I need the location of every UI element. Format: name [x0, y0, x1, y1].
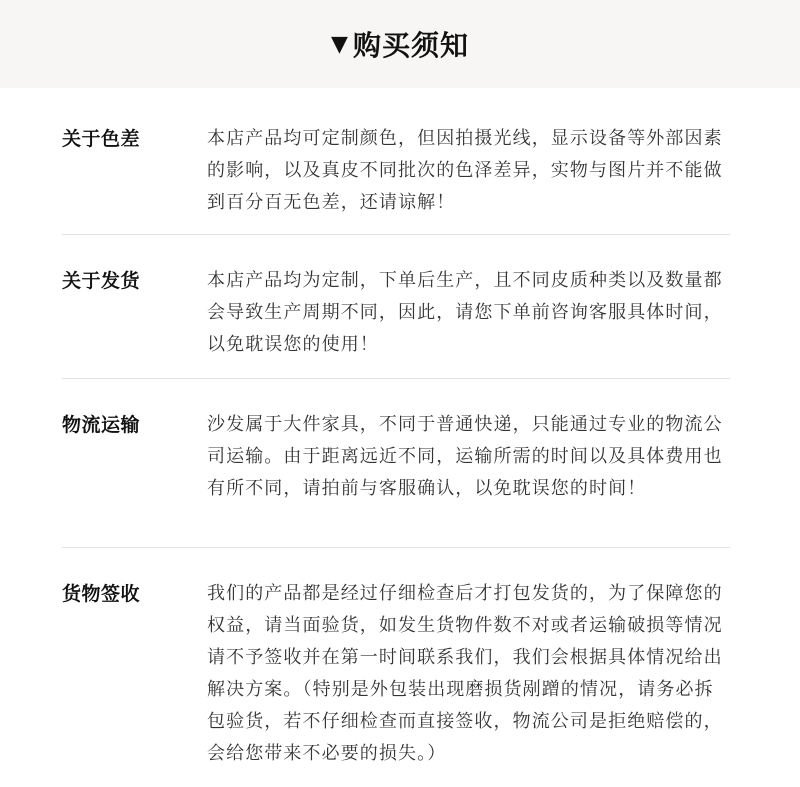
triangle-down-icon: ▼: [331, 31, 349, 57]
page-title-text: 购买须知: [352, 29, 469, 62]
section-label: 关于发货: [62, 270, 141, 292]
section-receipt: [0, 548, 800, 770]
notice-sections: [0, 88, 800, 770]
section-logistics: [0, 379, 800, 547]
section-color-difference: [0, 88, 800, 234]
section-text: 沙发属于大件家具，不同于普通快递，只能通过专业的物流公司运输。由于距离远近不同，运输所需的时间以及具体费用也有所不同，请拍前与客服确认，以免耽误您的时间！: [207, 414, 723, 499]
section-label: 关于色差: [62, 128, 141, 150]
section-text: 本店产品均可定制颜色，但因拍摄光线，显示设备等外部因素的影响，以及真皮不同批次的色泽差异，实物与图片并不能做到百分百无色差，还请谅解！: [207, 128, 723, 213]
section-shipping: [0, 235, 800, 378]
section-label: 物流运输: [62, 414, 141, 436]
section-label: 货物签收: [62, 583, 141, 605]
section-text: 我们的产品都是经过仔细检查后才打包发货的，为了保障您的权益，请当面验货，如发生货物件数不对或者运输破损等情况请不予签收并在第一时间联系我们，我们会根据具体情况给出解决方案。（特别是外包装出现磨损货剐蹭的情况，请务必拆包验货，若不仔细检查而直接签收，物流公司是拒绝赔偿的，会给您带来不必要的损失。）: [207, 583, 723, 764]
header-banner: [0, 0, 800, 88]
section-text: 本店产品均为定制，下单后生产，且不同皮质种类以及数量都会导致生产周期不同，因此，请您下单前咨询客服具体时间，以免耽误您的使用！: [207, 270, 723, 355]
page-title: [331, 24, 469, 64]
